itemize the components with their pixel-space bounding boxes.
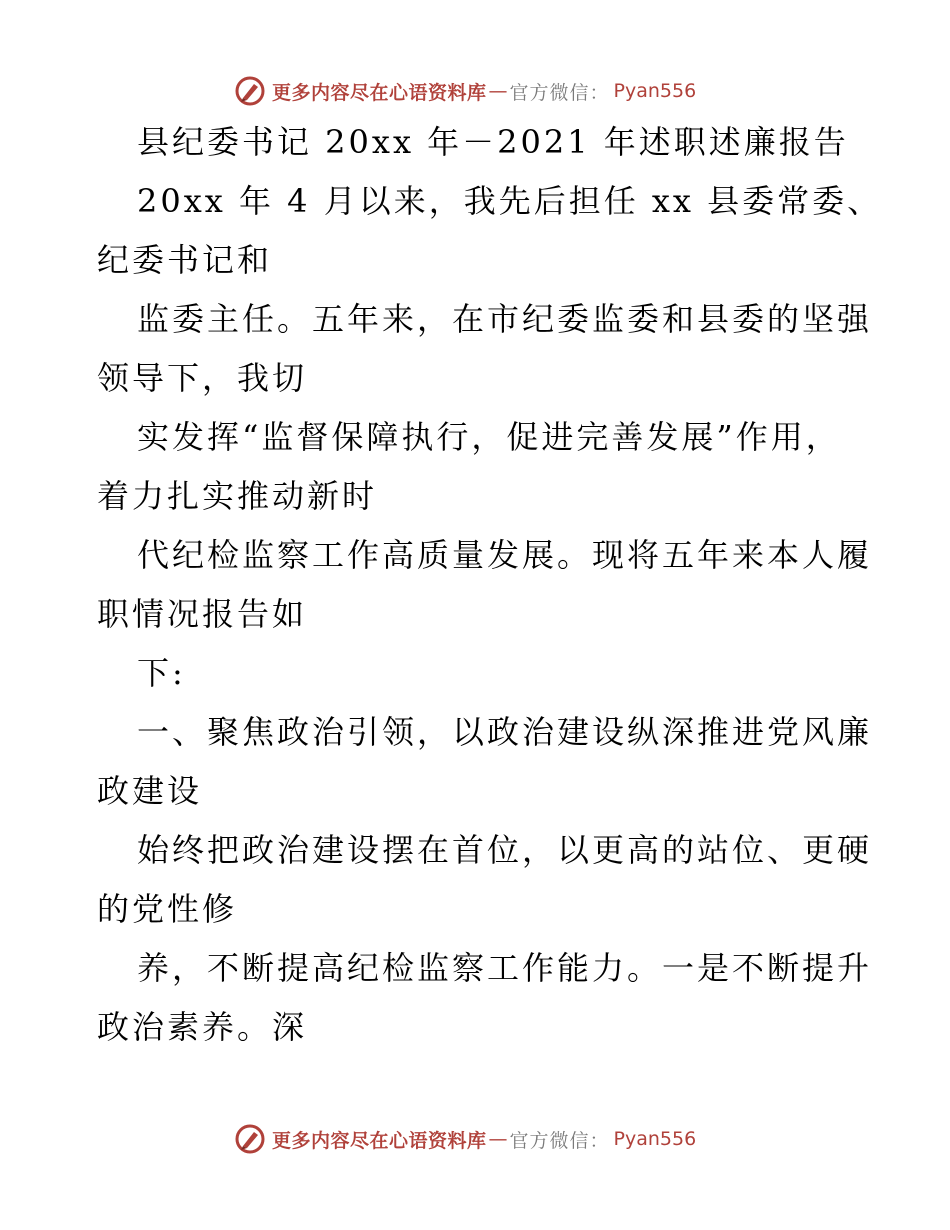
text-line: 下:	[137, 654, 186, 692]
text-line: 监委主任。五年来，在市纪委监委和县委的坚强	[137, 300, 873, 338]
pen-logo-icon	[234, 75, 266, 107]
text-line: 纪委书记和	[97, 241, 273, 279]
section-heading: 一、聚焦政治引领，以政治建设纵深推进党风廉	[137, 713, 873, 751]
watermark-site-text: 更多内容尽在心语资料库	[272, 1129, 487, 1152]
text-line: 的党性修	[97, 890, 238, 928]
pen-logo-icon	[234, 1123, 266, 1155]
text-line: 着力扎实推动新时	[97, 477, 378, 515]
text-line: 20xx 年 4 月以来，我先后担任 xx 县委常委、	[137, 182, 883, 220]
section-heading-continued: 政建设	[97, 772, 203, 810]
text-line: 代纪检监察工作高质量发展。现将五年来本人履	[137, 536, 873, 574]
watermark-header	[234, 73, 696, 109]
watermark-wechat-id: Pyan556	[613, 1128, 697, 1150]
text-line: 职情况报告如	[97, 595, 308, 633]
text-line: 领导下，我切	[97, 359, 308, 397]
text-line: 始终把政治建设摆在首位，以更高的站位、更硬	[137, 831, 873, 869]
document-title: 县纪委书记 20xx 年－2021 年述职述廉报告	[137, 123, 849, 161]
watermark-wechat-label: 官方微信：	[509, 1129, 610, 1152]
watermark-dash: —	[488, 80, 508, 102]
watermark-wechat-label: 官方微信：	[509, 81, 610, 104]
watermark-footer	[234, 1121, 696, 1157]
text-line: 实发挥“监督保障执行，促进完善发展”作用，	[137, 418, 841, 456]
watermark-dash: —	[488, 1128, 508, 1150]
text-line: 养，不断提高纪检监察工作能力。一是不断提升	[137, 949, 873, 987]
watermark-wechat-id: Pyan556	[613, 80, 697, 102]
text-line: 政治素养。深	[97, 1008, 308, 1046]
watermark-site-text: 更多内容尽在心语资料库	[272, 81, 487, 104]
